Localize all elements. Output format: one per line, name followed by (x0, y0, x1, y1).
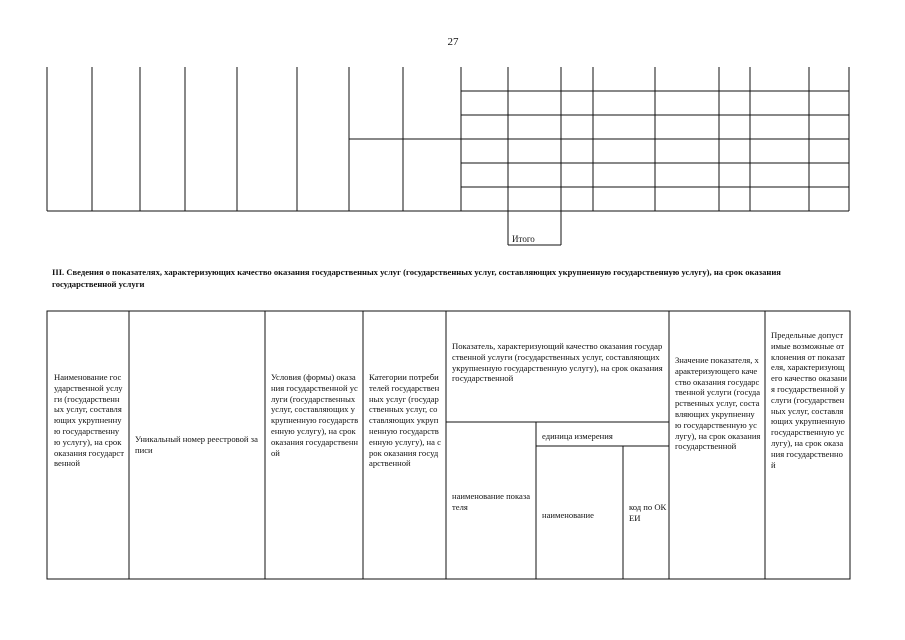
header-conditions: Условия (формы) оказания государственной услуги (государственных услуг, составляющих укрупненную государственную услугу), на срок оказания государственной (271, 372, 359, 458)
header-consumer-categories: Категории потребителей государственных услуг (государственных услуг, составляющих укрупненную государственную услугу), на срок оказания государственной (369, 372, 441, 469)
header-okei-code: код по ОКЕИ (629, 502, 667, 523)
header-registry-number: Уникальный номер реестровой записи (135, 434, 258, 455)
section-title: III. Сведения о показателях, характеризующих качество оказания государственных услуг (государственных услуг, составляющих укрупненную государственную услугу), на срок оказания государственной услуги (52, 267, 781, 289)
header-indicator-name: наименование показателя (452, 491, 531, 512)
header-unit-of-measure: единица измерения (542, 431, 613, 441)
header-service-name: Наименование государственной услуги (государственных услуг, составляющих укрупненную государственную услугу), на срок оказания государственной (54, 372, 124, 469)
header-allowed-deviations: Предельные допустимые возможные отклонения от показателя, характеризующего качество оказания государственной услуги (государственных услуг, составляющих укрупненную государственную услугу), на срок оказания государственной (771, 330, 848, 470)
total-label: Итого (512, 234, 535, 244)
header-quality-indicator: Показатель, характеризующий качество оказания государственной услуги (государственных услуг, составляющих укрупненную государственную услугу), на срок оказания государственной (452, 341, 663, 384)
page-number: 27 (447, 36, 459, 48)
header-unit-name: наименование (542, 510, 594, 520)
header-indicator-value: Значение показателя, характеризующего качество оказания государственной услуги (государственных услуг, составляющих укрупненную государственную услугу), на срок оказания государственной (675, 355, 761, 452)
